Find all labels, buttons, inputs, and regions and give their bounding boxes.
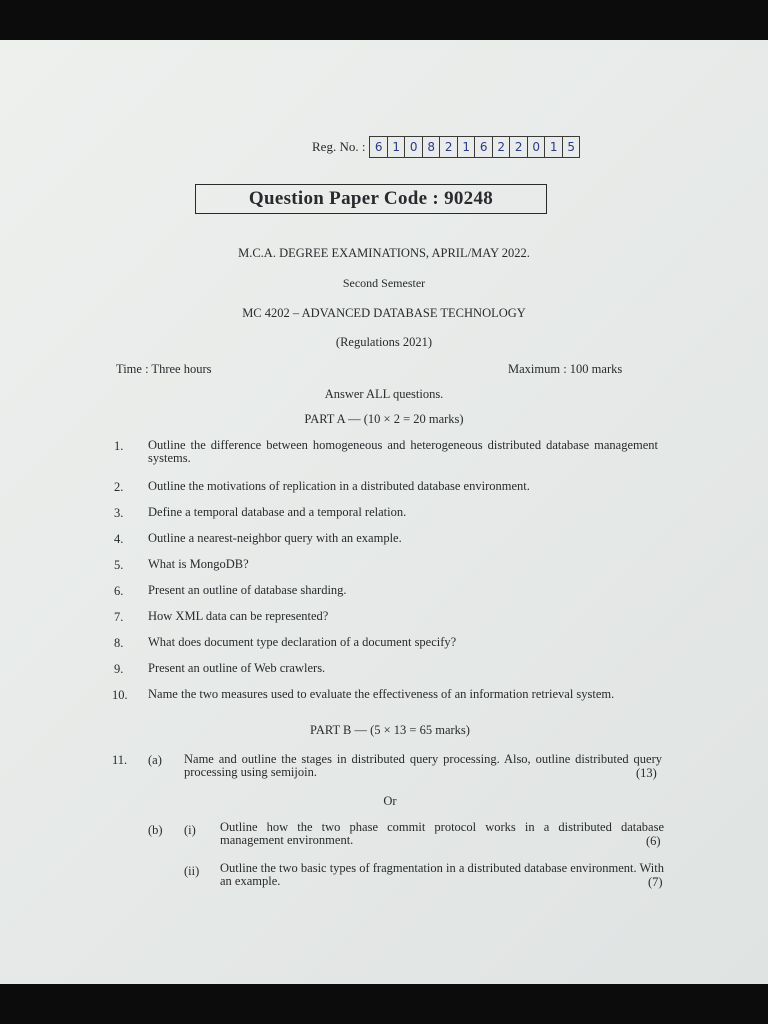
question-text: Name the two measures used to evaluate the effectiveness of an information retrieval system. [148, 687, 615, 701]
question-number: 3. [114, 506, 124, 520]
instruction: Answer ALL questions. [324, 387, 444, 401]
question-text: What does document type declaration of a document specify? [148, 635, 457, 649]
question-text: What is MongoDB? [148, 557, 249, 571]
part-a-title: PART A — (10 × 2 = 20 marks) [304, 412, 464, 426]
subquestion-label: (a) [148, 753, 162, 767]
reg-digit: 0 [405, 137, 423, 157]
paper-code-box: Question Paper Code : 90248 [195, 184, 547, 214]
subquestion-label: (ii) [184, 864, 200, 878]
question-number: 7. [114, 610, 124, 624]
reg-label: Reg. No. : [312, 139, 366, 154]
part-b-title: PART B — (5 × 13 = 65 marks) [310, 723, 470, 737]
question-number: 5. [114, 558, 124, 572]
question-text: Outline a nearest-neighbor query with an example. [148, 531, 402, 545]
question-text: Name and outline the stages in distributed query processing. Also, outline distributed query processing using semijoin. [184, 752, 662, 779]
question-text: Present an outline of database sharding. [148, 583, 347, 597]
question-number: 2. [114, 480, 124, 494]
question-number: 1. [114, 439, 124, 453]
reg-digit: 2 [440, 137, 458, 157]
reg-digit: 1 [545, 137, 563, 157]
marks: (7) [648, 875, 663, 889]
regulations: (Regulations 2021) [335, 335, 433, 349]
or-divider: Or [383, 794, 397, 808]
question-paper [0, 40, 768, 984]
question-text: Outline the difference between homogeneous and heterogeneous distributed database management systems. [148, 438, 658, 465]
exam-title: M.C.A. DEGREE EXAMINATIONS, APRIL/MAY 2022. [238, 246, 530, 260]
max-marks: Maximum : 100 marks [508, 362, 623, 376]
semester: Second Semester [342, 276, 426, 290]
question-text: Present an outline of Web crawlers. [148, 661, 326, 675]
reg-digit-boxes [369, 136, 580, 158]
reg-digit: 8 [423, 137, 441, 157]
question-text: Outline the motivations of replication in a distributed database environment. [148, 479, 530, 493]
question-text: How XML data can be represented? [148, 609, 329, 623]
reg-digit: 6 [370, 137, 388, 157]
subquestion-label: (i) [184, 823, 196, 837]
question-text: Define a temporal database and a temporal relation. [148, 505, 407, 519]
question-text: Outline how the two phase commit protocol works in a distributed database management environment. [220, 820, 664, 847]
reg-number [312, 136, 580, 158]
reg-digit: 6 [475, 137, 493, 157]
question-number: 4. [114, 532, 124, 546]
reg-digit: 2 [493, 137, 511, 157]
question-number: 11. [112, 753, 128, 767]
marks: (6) [646, 834, 661, 848]
question-number: 10. [112, 688, 128, 702]
question-number: 6. [114, 584, 124, 598]
reg-digit: 1 [388, 137, 406, 157]
question-number: 8. [114, 636, 124, 650]
marks: (13) [636, 766, 657, 780]
reg-digit: 2 [510, 137, 528, 157]
question-text: Outline the two basic types of fragmentation in a distributed database environment. With an example. [220, 861, 664, 888]
subquestion-label: (b) [148, 823, 163, 837]
reg-digit: 5 [567, 140, 576, 154]
time-label: Time : Three hours [116, 362, 212, 376]
subject-title: MC 4202 – ADVANCED DATABASE TECHNOLOGY [242, 306, 526, 320]
reg-digit: 1 [458, 137, 476, 157]
reg-digit: 0 [528, 137, 546, 157]
question-number: 9. [114, 662, 124, 676]
